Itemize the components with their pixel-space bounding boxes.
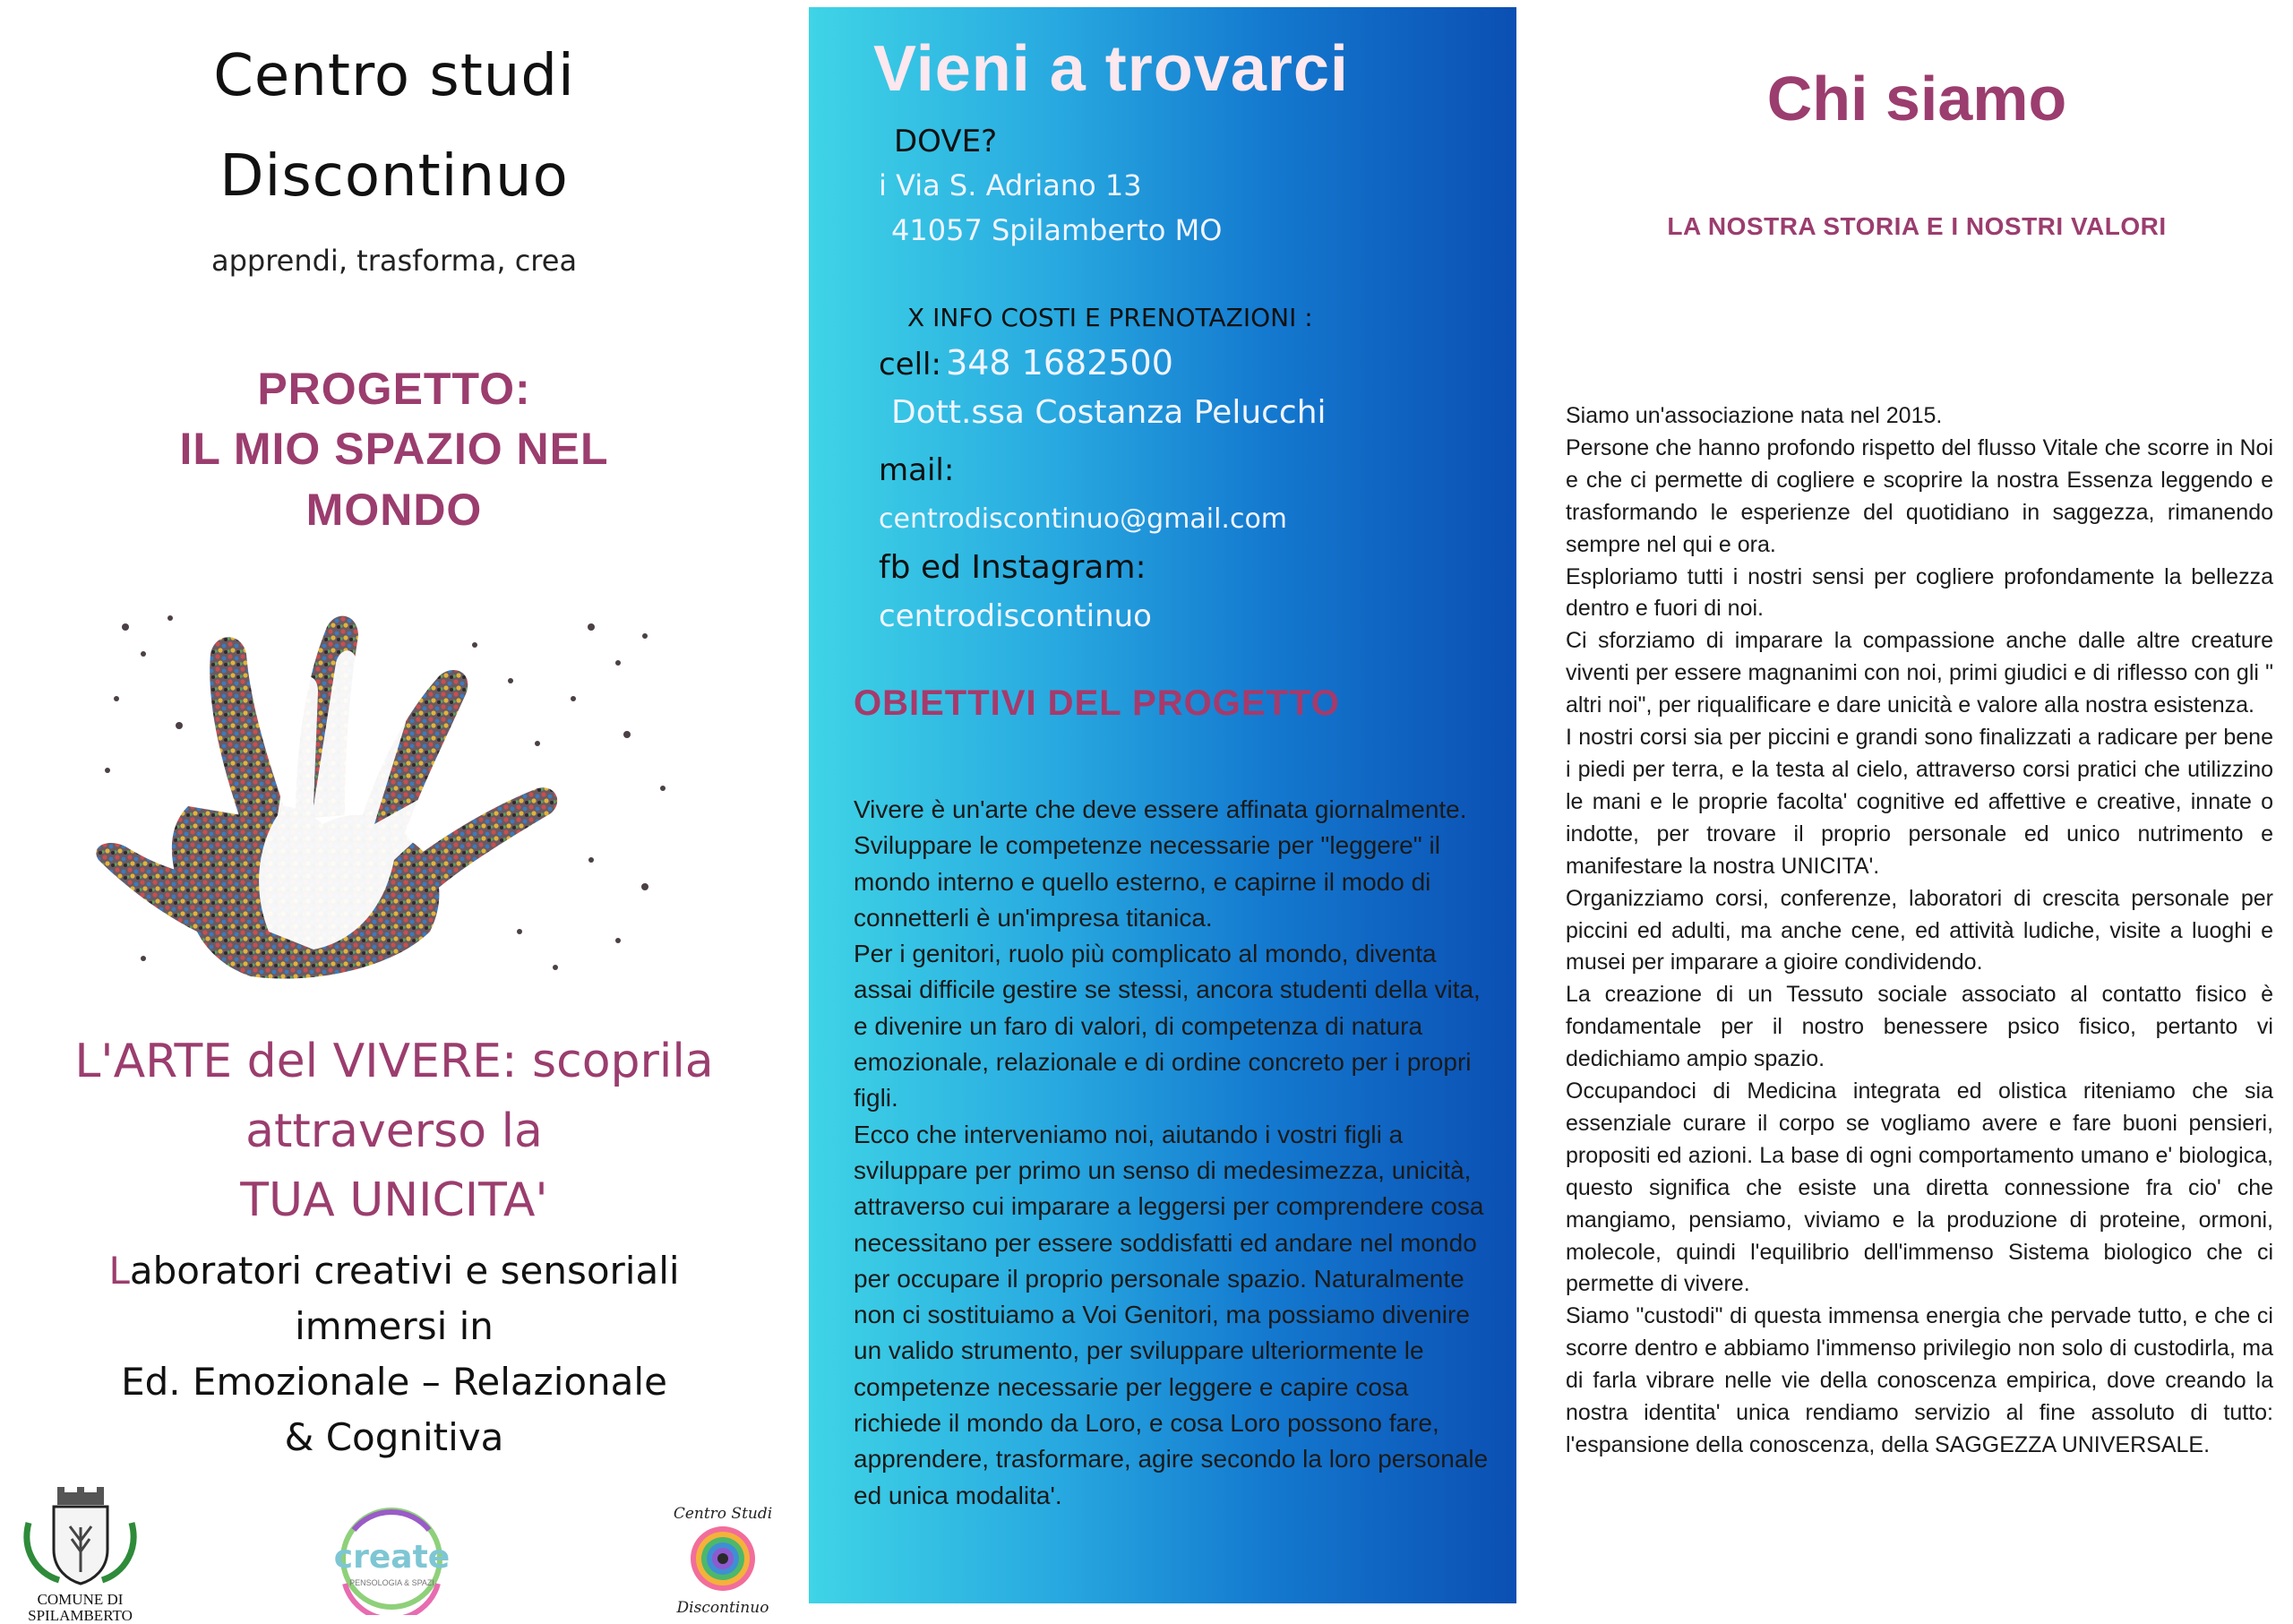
- about-paragraph: Siamo un'associazione nata nel 2015.: [1566, 403, 1943, 428]
- tagline: apprendi, trasforma, crea: [210, 244, 578, 278]
- hand-crowd-illustration: [90, 591, 681, 994]
- info-label: X INFO COSTI E PRENOTAZIONI :: [907, 303, 1313, 332]
- address-line2: 41057 Spilamberto MO: [891, 213, 1223, 247]
- lab-line4: & Cognitiva: [284, 1415, 504, 1459]
- create-logo: [318, 1503, 466, 1615]
- project-title-line1: IL MIO SPAZIO NEL: [179, 424, 609, 474]
- contact-panel: [809, 7, 1516, 1603]
- org-title-line1: Centro studi: [213, 43, 575, 109]
- create-wordmark: create: [333, 1539, 451, 1576]
- project-title-line2: MONDO: [305, 485, 483, 535]
- crest-icon: [20, 1487, 141, 1587]
- about-heading: Chi siamo: [1766, 64, 2067, 133]
- arte-line1: L'ARTE del VIVERE: scoprila: [74, 1035, 714, 1088]
- about-body: [1566, 400, 2273, 1462]
- centro-studi-logo: [665, 1505, 781, 1620]
- about-paragraph: Esploriamo tutti i nostri sensi per cogliere profondamente la bellezza dentro e fuori di noi.: [1566, 563, 2273, 622]
- social-label: fb ed Instagram:: [879, 549, 1146, 586]
- about-panel: [1541, 0, 2293, 1622]
- visit-heading: Vieni a trovarci: [873, 33, 1349, 105]
- lab-initial: L: [108, 1249, 130, 1293]
- lab-line3: Ed. Emozionale – Relazionale: [121, 1360, 667, 1404]
- cell-label: cell:: [879, 347, 941, 382]
- centro-logo-top: Centro Studi: [673, 1505, 773, 1523]
- comune-caption-2: SPILAMBERTO: [28, 1607, 133, 1624]
- about-paragraph: I nostri corsi sia per piccini e grandi sono finalizzati a radicare per bene i piedi per terra, e la testa al cielo, attraverso corsi pratici che utilizzino le mani e le proprie facolta' cognitive ed affettive e creative, innate o indotte, per trovare il proprio personale ed unico nutrimento e manifestare la nostra UNICITA'.: [1566, 725, 2273, 879]
- org-title-line2: Discontinuo: [219, 143, 569, 210]
- flower-icon: [665, 1523, 781, 1594]
- comune-logo: [20, 1487, 141, 1624]
- centro-logo-bottom: Discontinuo: [676, 1599, 769, 1617]
- about-subheading: LA NOSTRA STORIA E I NOSTRI VALORI: [1667, 212, 2167, 240]
- arte-line3: TUA UNICITA': [240, 1173, 548, 1227]
- mail-address[interactable]: centrodiscontinuo@gmail.com: [879, 503, 1288, 535]
- about-paragraph: Occupandoci di Medicina integrata ed olistica riteniamo che sia essenziale curare il corpo se vogliamo avere e fare buoni pensieri, propositi ed azioni. La base di ogni comportamento umano e' biologica, questo significa che esiste una diretta connessione fra cio' che mangiamo, pensiamo, viviamo e la produzione di proteine, ormoni, molecole, quindi l'equilibrio dell'immenso Sistema biologico che ci permette di vivere.: [1566, 1078, 2273, 1297]
- social-handle[interactable]: centrodiscontinuo: [879, 598, 1152, 634]
- about-paragraph: La creazione di un Tessuto sociale associato al contatto fisico è fondamentale per il nostro benessere psico fisico, pertanto vi dedichiamo ampio spazio.: [1566, 982, 2273, 1072]
- address-line1: i Via S. Adriano 13: [879, 168, 1142, 202]
- comune-caption-1: COMUNE DI: [37, 1591, 124, 1608]
- dove-label: DOVE?: [894, 124, 998, 159]
- cell-row: [879, 343, 1173, 382]
- lab-line1-rest: aboratori creativi e sensoriali: [129, 1249, 680, 1293]
- about-paragraph: Ci sforziamo di imparare la compassione anche dalle altre creature viventi per essere magnanimi con noi, primi giudici e di riflesso con gli " altri noi", per riqualificare e dare unicità e valore alla nostra esistenza.: [1566, 628, 2273, 718]
- mail-label: mail:: [879, 452, 955, 488]
- arte-line2: attraverso la: [245, 1104, 543, 1158]
- objectives-title: OBIETTIVI DEL PROGETTO: [854, 683, 1340, 723]
- left-panel: [0, 0, 788, 1622]
- about-paragraph: Persone che hanno profondo rispetto del flusso Vitale che scorre in Noi e che ci permette di cogliere e scoprire la nostra Essenza leggendo e trasformando le esperienze del quotidiano in saggezza, rimanendo sempre nel qui e ora.: [1566, 434, 2273, 557]
- create-subtitle: PENSOLOGIA & SPAZI: [349, 1578, 434, 1587]
- project-label: PROGETTO:: [257, 364, 531, 414]
- lab-line2: immersi in: [295, 1304, 494, 1348]
- lab-line1: [0, 1249, 788, 1293]
- contact-person: Dott.ssa Costanza Pelucchi: [891, 394, 1327, 431]
- about-paragraph: Organizziamo corsi, conferenze, laboratori di crescita personale per piccini ed adulti, ma anche cene, ed attività ludiche, visite a luoghi e musei per imparare a gioire condividendo.: [1566, 885, 2273, 975]
- about-paragraph: Siamo "custodi" di questa immensa energia che pervade tutto, e che ci scorre dentro e abbiamo l'immenso privilegio non solo di custodirla, ma di farla vibrare nelle vie della conoscenza empirica, dove creando la nostra identita' unica rendiamo servizio al fine assoluto di tutto: l'espansione della conoscenza, della SAGGEZZA UNIVERSALE.: [1566, 1303, 2273, 1457]
- objectives-text: Vivere è un'arte che deve essere affinata giornalmente. Sviluppare le competenze necessarie per "leggere" il mondo interno e quello esterno, e capirne il modo di connetterli è un'impresa titanica. Per i genitori, ruolo più complicato al mondo, diventa assai difficile gestire se stessi, ancora studenti della vita, e divenire un faro di valori, di competenza di natura emozionale, relazionale e di ordine concreto per i propri figli. Ecco che interveniamo noi, aiutando i vostri figli a sviluppare per primo un senso di medesimezza, unicità, attraverso cui imparare a leggersi per comprendere cosa necessitano per essere soddisfatti ed andare nel mondo per occupare il proprio personale spazio. Naturalmente non ci sostituiamo a Voi Genitori, ma possiamo divenire un valido strumento, per sviluppare ulteriormente le competenze necessarie per leggere e capire cosa richiede il mondo da Loro, e cosa Loro possono fare, apprendere, trasformare, agire secondo la loro personale ed unica modalita'.: [854, 795, 1489, 1509]
- cell-number[interactable]: 348 1682500: [946, 343, 1173, 382]
